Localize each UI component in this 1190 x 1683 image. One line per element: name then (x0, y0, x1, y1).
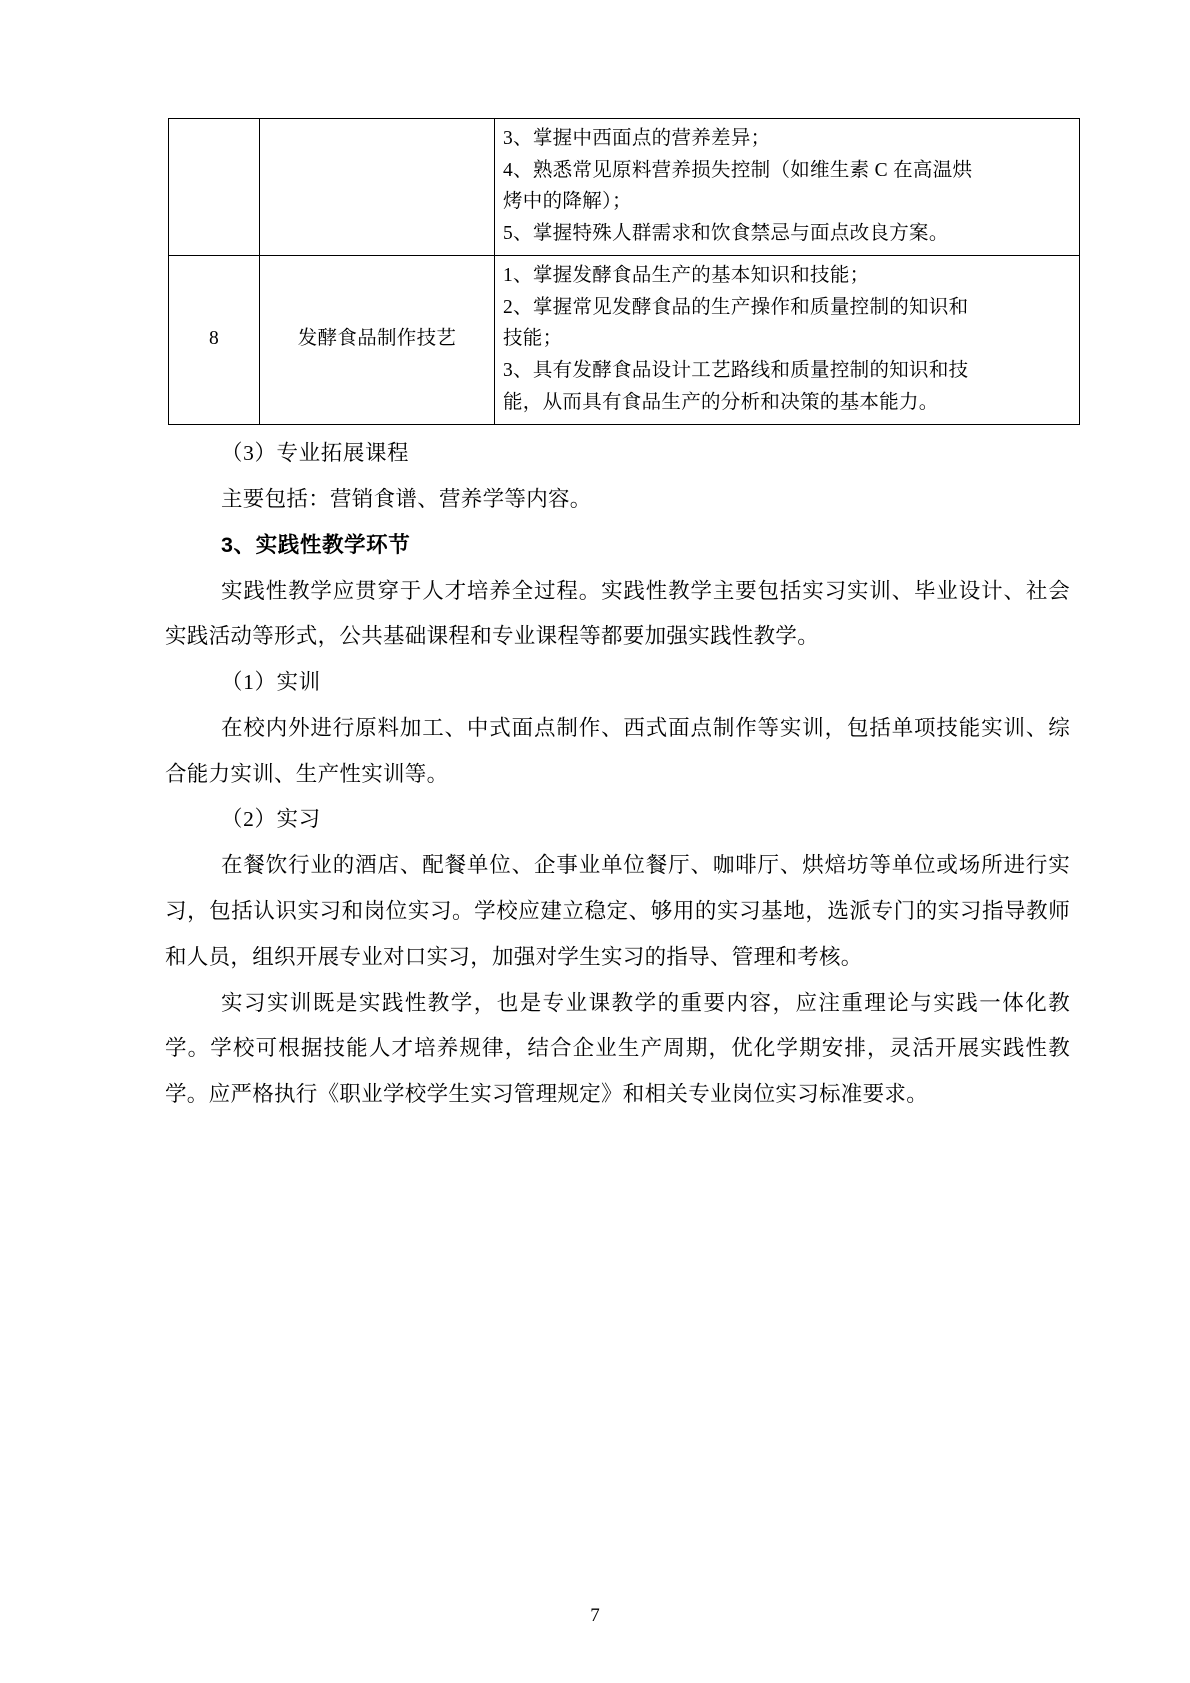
paragraph-subheading-training: （1）实训 (221, 670, 321, 695)
table-row (169, 256, 1080, 425)
paragraph-extension-content: 主要包括：营销食谱、营养学等内容。 (221, 486, 592, 511)
table-cell-name: 发酵食品制作技艺 (260, 256, 495, 425)
paragraph-extension-courses: （3）专业拓展课程 (221, 441, 410, 466)
paragraph-subheading-internship: （2）实习 (221, 807, 321, 832)
desc-line: 4、熟悉常见原料营养损失控制（如维生素 C 在高温烘 (503, 159, 973, 181)
section-heading-practical-teaching: 3、实践性教学环节 (221, 532, 411, 557)
table-cell-name (260, 119, 495, 256)
table-cell-no: 8 (169, 256, 260, 425)
desc-line: 5、掌握特殊人群需求和饮食禁忌与面点改良方案。 (503, 222, 949, 244)
paragraph-internship-theory: 实习实训既是实践性教学，也是专业课教学的重要内容，应注重理论与实践一体化教学。学校可根据技能人才培养规律，结合企业生产周期，优化学期安排，灵活开展实践性教学。应严格执行《职业学校学生实习管理规定》和相关专业岗位实习标准要求。 (165, 990, 1070, 1107)
paragraph-training-content: 在校内外进行原料加工、中式面点制作、西式面点制作等实训，包括单项技能实训、综合能力实训、生产性实训等。 (165, 715, 1070, 786)
paragraph-practical-teaching-intro: 实践性教学应贯穿于人才培养全过程。实践性教学主要包括实习实训、毕业设计、社会实践活动等形式，公共基础课程和专业课程等都要加强实践性教学。 (165, 578, 1070, 649)
desc-line: 3、掌握中西面点的营养差异； (503, 128, 771, 149)
paragraph-internship-content: 在餐饮行业的酒店、配餐单位、企事业单位餐厅、咖啡厅、烘焙坊等单位或场所进行实习，包括认识实习和岗位实习。学校应建立稳定、够用的实习基地，选派专门的实习指导教师和人员，组织开展专业对口实习，加强对学生实习的指导、管理和考核。 (165, 853, 1070, 969)
desc-line: 2、掌握常见发酵食品的生产操作和质量控制的知识和 (503, 296, 969, 318)
desc-line: 1、掌握发酵食品生产的基本知识和技能； (503, 265, 870, 287)
desc-line: 烤中的降解）； (503, 191, 632, 213)
table-cell-desc (495, 119, 1080, 256)
course-table (168, 118, 1080, 425)
page-number: 7 (590, 1605, 600, 1626)
desc-line: 技能； (503, 328, 563, 350)
desc-line: 3、具有发酵食品设计工艺路线和质量控制的知识和技 (503, 360, 969, 382)
desc-line: 能，从而具有食品生产的分析和决策的基本能力。 (503, 391, 939, 413)
table-row (169, 119, 1080, 256)
table-cell-desc (495, 256, 1080, 425)
table-cell-no (169, 119, 260, 256)
